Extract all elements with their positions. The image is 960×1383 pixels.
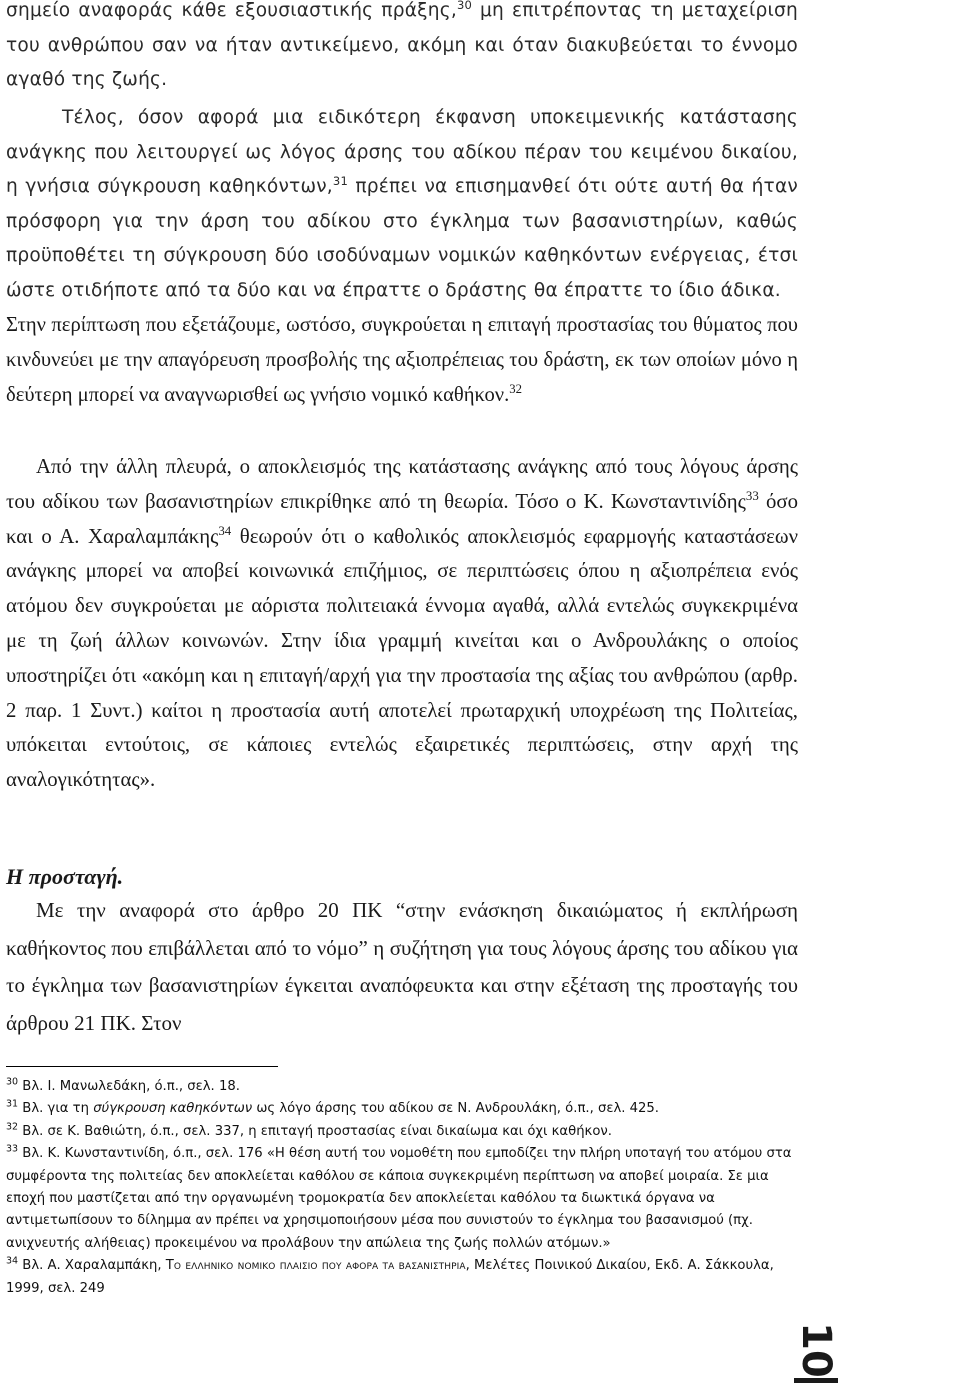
footnote-separator [6, 1066, 278, 1067]
footnote-33 [6, 1143, 796, 1255]
footnote-text: Βλ. Κ. Κωνσταντινίδη, ό.π., σελ. 176 «Η θέση αυτή του νομοθέτη που εμποδίζει την πλήρη υποταγή του ατόμου στα συμφέροντα της πολιτείας δεν αποκλείεται καθόλου σε κάποια συγκεκριμένη περίπτωση να αποβεί μοιραία. Σε μια εποχή που μαστίζεται από την οργανωμένη τρομοκρατία δεν αποκλείεται καθόλου τα διωκτικά όργανα να αντιμετωπίσουν το δίλημμα αν πρέπει να χρησιμοποιήσουν μέσα που συνιστούν το έγκλημα του βασανισμού (πχ. ανιχνευτής αλήθειας) προκειμένου να προλάβουν την απώλεια της ζωής πολλών ατόμων.» [6, 1146, 792, 1251]
footnote-34 [6, 1255, 796, 1300]
footnote-ref-31[interactable]: 31 [332, 173, 348, 188]
paragraph-2-text-a: Τέλος, όσον αφορά μια ειδικότερη έκφανση υποκειμενικής κατάστασης ανάγκης που λειτουργεί ως λόγος άρσης του αδίκου πέραν του κειμένου δικαίου, η γνήσια σύγκρουση καθηκόντων, [6, 107, 798, 197]
paragraph-4-text-c: θεωρούν ότι ο καθολικός αποκλεισμός εφαρμογής καταστάσεων ανάγκης μπορεί να αποβεί κοινωνικά επιζήμιος, σε περιπτώσεις όπου η αξιοπρέπεια ενός ατόμου δεν συγκρούεται με αόριστα πολιτειακά έννομα αγαθά, αλλά εντελώς συγκεκριμένα με τη ζωή άλλων κοινωνών. Στην ίδια γραμμή κινείται και ο Ανδρουλάκης ο οποίος υποστηρίζει ότι «ακόμη και η επιταγή/αρχή για την προστασία της αξίας του ανθρώπου (αρθρ. 2 παρ. 1 Συντ.) καίτοι η προστασία αυτή αποτελεί πρωταρχική υποχρέωση της Πολιτείας, υπόκειται εντούτοις, σε κάποιες εντελώς εξαιρετικές περιπτώσεις, στην αρχή της αναλογικότητας». [6, 524, 798, 792]
footnote-text-a: Βλ. για τη [22, 1101, 94, 1117]
paragraph-1-text-b: μη επιτρέποντας τη μεταχείριση του ανθρώπου σαν να ήταν αντικείμενο, ακόμη και όταν διακυβεύεται το έννομο αγαθό της ζωής. [6, 0, 798, 90]
footnote-ref-34[interactable]: 34 [218, 523, 232, 538]
footnote-text-a: Βλ. Α. Χαραλαμπάκη, [22, 1258, 166, 1274]
paragraph-1-text-a: σημείο αναφοράς κάθε εξουσιαστικής πράξης, [6, 0, 457, 21]
footnote-smallcaps-title: Το ελληνικο νομικο πλαισιο που αφορα τα βασανιστηρια [165, 1258, 466, 1274]
page-number: 10 [793, 1322, 839, 1378]
footnote-number: 33 [6, 1143, 19, 1155]
paragraph-4 [6, 450, 798, 798]
footnote-text-b: , Μελέτες Ποινικού Δικαίου, Εκδ. Α. Σάκκουλα, 1999, σελ. 249 [6, 1258, 774, 1296]
footnote-31 [6, 1098, 796, 1120]
footnote-number: 34 [6, 1255, 19, 1267]
footnote-italic-term: σύγκρουση καθηκόντων [93, 1101, 253, 1117]
paragraph-2 [6, 101, 798, 308]
paragraph-3-text: Στην περίπτωση που εξετάζουμε, ωστόσο, συγκρούεται η επιταγή προστασίας του θύματος που κινδυνεύει με την απαγόρευση προσβολής της αξιοπρέπειας του δράστη, εκ των οποίων μόνο η δεύτερη μπορεί να αναγνωρισθεί ως γνήσιο νομικό καθήκον. [6, 314, 798, 407]
paragraph-4-text-b: όσο και ο Α. Χαραλαμπάκης [6, 489, 798, 548]
footnote-text: Βλ. Ι. Μανωλεδάκη, ό.π., σελ. 18. [22, 1079, 240, 1094]
footnote-text-b: ως λόγο άρσης του αδίκου σε Ν. Ανδρουλάκη, ό.π., σελ. 425. [252, 1101, 659, 1117]
footnote-ref-30[interactable]: 30 [456, 0, 472, 12]
footnote-ref-33[interactable]: 33 [745, 488, 759, 503]
page-number-bar [794, 1378, 838, 1383]
footnote-32 [6, 1121, 796, 1143]
footnote-number: 32 [6, 1121, 19, 1133]
paragraph-5: Με την αναφορά στο άρθρο 20 ΠΚ “στην ενάσκηση δικαιώματος ή εκπλήρωση καθήκοντος που επιβάλλεται από το νόμο” η συζήτηση για τους λόγους άρσης του αδίκου για το έγκλημα των βασανιστηρίων έγκειται αναπόφευκτα και στην εξέταση της προσταγής του άρθρου 21 ΠΚ. Στον [6, 898, 798, 1035]
footnote-number: 31 [6, 1099, 19, 1111]
paragraph-1 [6, 0, 798, 98]
footnotes [6, 1076, 796, 1300]
footnote-ref-32[interactable]: 32 [509, 382, 522, 397]
footnote-30 [6, 1076, 796, 1098]
paragraph-2-text-b: πρέπει να επισημανθεί ότι ούτε αυτή θα ήταν πρόσφορη για την άρση του αδίκου στο έγκλημα των βασανιστηρίων, καθώς προϋποθέτει τη σύγκρουση δύο ισοδύναμων νομικών καθηκόντων ενέργειας, έτσι ώστε οτιδήποτε από τα δύο και να έπραττε ο δράστης θα έπραττε το ίδιο άδικα. [6, 176, 798, 301]
section-heading: Η προσταγή. [6, 864, 124, 889]
paragraph-4-text-a: Από την άλλη πλευρά, ο αποκλεισμός της κατάστασης ανάγκης από τους λόγους άρσης του αδίκου των βασανιστηρίων επικρίθηκε από τη θεωρία. Τόσο ο Κ. Κωνσταντινίδης [6, 455, 798, 513]
footnote-text: Βλ. σε Κ. Βαθιώτη, ό.π., σελ. 337, η επιταγή προστασίας είναι δικαίωμα και όχι καθήκον. [22, 1123, 612, 1139]
paragraph-3 [6, 308, 798, 413]
footnote-number: 30 [6, 1076, 19, 1088]
